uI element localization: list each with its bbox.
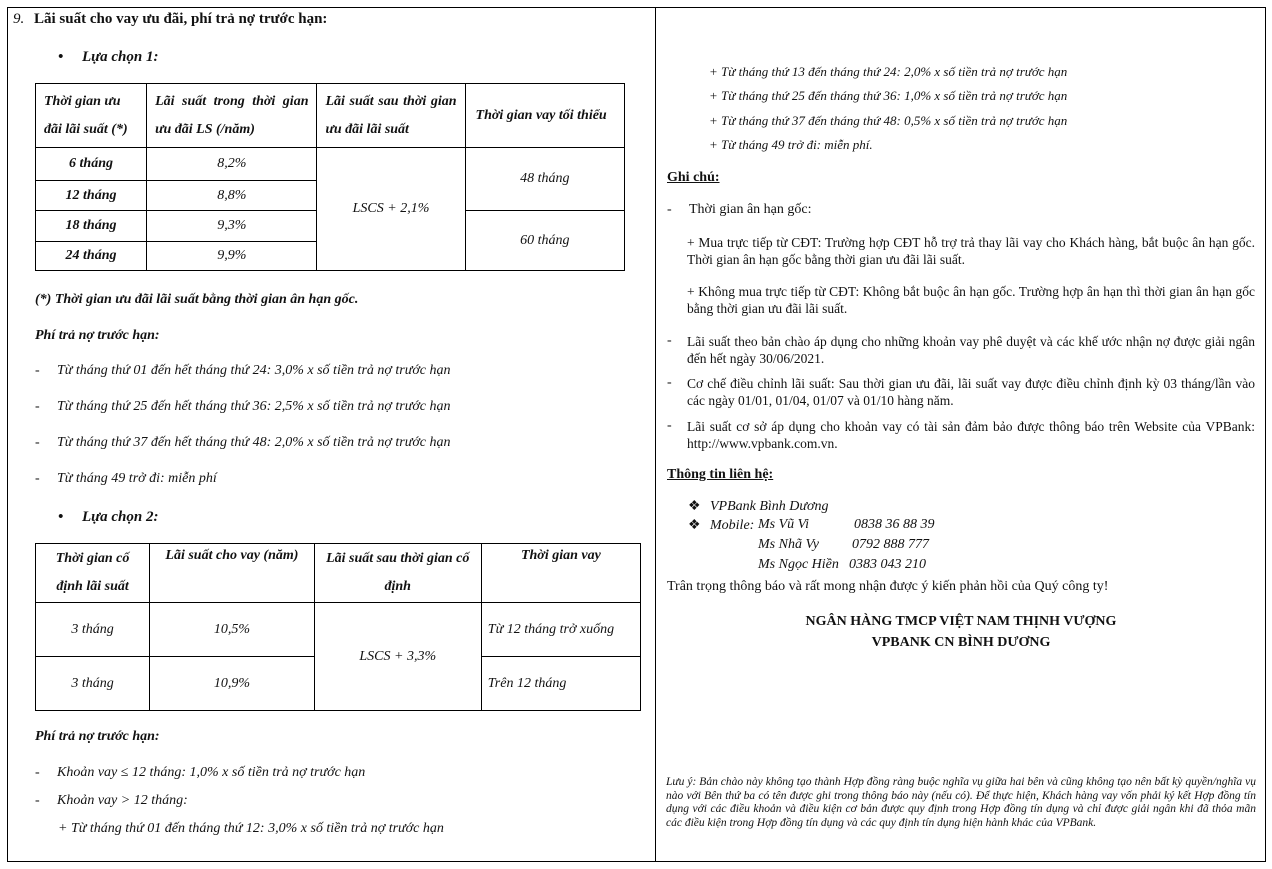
option1-fee-2: Từ tháng thứ 37 đến hết tháng thứ 48: 2,0% x số tiền trả nợ trước hạn <box>57 435 451 450</box>
bullet-icon: • <box>58 49 64 65</box>
disclaimer: Lưu ý: Bản chào này không tạo thành Hợp đồng ràng buộc nghĩa vụ giữa hai bên và cũng không tạo nên bất kỳ quyền/nghĩa vụ nào với Bên thứ ba có tên được ghi trong thông báo này (nếu có). Để thực hiện, Khách hàng vay vốn phải ký kết Hợp đồng tín dụng với các điều khoản và điều kiện cơ bản được quy định trong Hợp đồng tín dụng và chỉ được giải ngân khi đã thỏa mãn các điều kiện trong Hợp đồng tín dụng và các quy định tín dụng hiện hành khác của VPBank. <box>666 776 1256 829</box>
dash-marker: - <box>667 333 672 348</box>
option1-period-0: 6 tháng <box>36 148 147 181</box>
notes-item-0: Lãi suất theo bản chào áp dụng cho những khoản vay phê duyệt và các khế ước nhận nợ được giải ngân đến hết ngày 30/06/2021. <box>687 334 1255 366</box>
option1-rate-3: 9,9% <box>147 242 317 271</box>
contact-title: Thông tin liên hệ: <box>667 467 774 482</box>
dash-marker: - <box>667 202 672 217</box>
dash-marker: - <box>35 793 40 808</box>
option1-label-text: Lựa chọn 1: <box>82 49 159 65</box>
dash-marker: - <box>35 399 40 414</box>
option1-footnote: (*) Thời gian ưu đãi lãi suất bằng thời gian ân hạn gốc. <box>35 292 359 307</box>
contact-phone-0: 0838 36 88 39 <box>854 517 935 532</box>
contact-mobile <box>688 517 754 534</box>
option2-sub-fee-3: + Từ tháng thứ 37 đến tháng thứ 48: 0,5% x số tiền trả nợ trước hạn <box>709 113 1068 128</box>
option1-rate-0: 8,2% <box>147 148 317 181</box>
contact-name-0: Ms Vũ Vi <box>758 517 810 532</box>
option2-sub-fee-2: + Từ tháng thứ 25 đến tháng thứ 36: 1,0% x số tiền trả nợ trước hạn <box>709 88 1068 103</box>
option2-fee-0: Khoản vay ≤ 12 tháng: 1,0% x số tiền trả nợ trước hạn <box>57 765 366 780</box>
option1-rate-2: 9,3% <box>147 211 317 242</box>
notes-item-1: Cơ chế điều chỉnh lãi suất: Sau thời gian ưu đãi, lãi suất vay được điều chỉnh định kỳ 03 tháng/lần vào các ngày 01/01, 01/04, 01/07 và 01/10 hàng năm. <box>687 376 1255 408</box>
option1-header-min-term: Thời gian vay tối thiểu <box>465 84 624 148</box>
option1-rate-1: 8,8% <box>147 181 317 211</box>
dash-marker: - <box>35 765 40 780</box>
option2-fee-1: Khoản vay > 12 tháng: <box>57 793 188 808</box>
diamond-bullet-icon: ❖ <box>688 499 701 514</box>
section-title: Lãi suất cho vay ưu đãi, phí trả nợ trước hạn: <box>34 11 328 27</box>
option1-min-term-0: 48 tháng <box>465 148 624 211</box>
option2-rate-1: 10,9% <box>150 657 315 711</box>
option1-fee-item <box>35 363 451 379</box>
dash-marker: - <box>35 435 40 450</box>
option2-header-after: Lãi suất sau thời gian cố định <box>314 544 481 603</box>
section-number: 9. <box>13 11 25 27</box>
notes-grace-item <box>667 202 811 218</box>
option1-header-period: Thời gian ưu đãi lãi suất (*) <box>36 84 147 148</box>
option2-header-period: Thời gian cố định lãi suất <box>36 544 150 603</box>
option2-sub-fee-4: + Từ tháng 49 trở đi: miễn phí. <box>709 137 873 152</box>
contact-phone-2: 0383 043 210 <box>849 557 926 572</box>
contact-phone-1: 0792 888 777 <box>852 537 929 552</box>
notes-item-2: Lãi suất cơ sở áp dụng cho khoản vay có tài sản đảm bảo được thông báo trên Website của VPBank: http://www.vpbank.com.vn. <box>687 419 1255 451</box>
option1-after-rate: LSCS + 2,1% <box>317 148 465 271</box>
option1-header-after: Lãi suất sau thời gian ưu đãi lãi suất <box>317 84 465 148</box>
bullet-icon: • <box>58 509 64 525</box>
column-divider <box>655 7 656 862</box>
option2-label-text: Lựa chọn 2: <box>82 509 159 525</box>
option1-fee-3: Từ tháng 49 trở đi: miễn phí <box>57 471 217 486</box>
option1-period-3: 24 tháng <box>36 242 147 271</box>
dash-marker: - <box>667 418 672 433</box>
option2-term-0: Từ 12 tháng trở xuống <box>481 603 640 657</box>
section-heading <box>13 11 327 28</box>
option2-header-term: Thời gian vay <box>481 544 640 603</box>
bank-name: NGÂN HÀNG TMCP VIỆT NAM THỊNH VƯỢNG <box>805 614 1117 629</box>
option2-rate-0: 10,5% <box>150 603 315 657</box>
contact-branch <box>688 498 829 515</box>
closing-text: Trân trọng thông báo và rất mong nhận được ý kiến phản hồi của Quý công ty! <box>667 579 1109 594</box>
option2-fee-title: Phí trả nợ trước hạn: <box>35 729 160 744</box>
option1-label <box>58 49 159 66</box>
option1-fee-title: Phí trả nợ trước hạn: <box>35 328 160 343</box>
notes-grace-indirect: + Không mua trực tiếp từ CĐT: Không bắt buộc ân hạn gốc. Trường hợp ân hạn thì thời gian ân hạn gốc bằng thời gian ưu đãi lãi suất. <box>687 284 1255 316</box>
dash-marker: - <box>667 375 672 390</box>
option1-period-2: 18 tháng <box>36 211 147 242</box>
notes-grace-direct: + Mua trực tiếp từ CĐT: Trường hợp CĐT hỗ trợ trả thay lãi vay cho Khách hàng, bắt buộc ân hạn gốc. Thời gian ân hạn gốc bằng thời gian ưu đãi lãi suất. <box>687 235 1255 267</box>
option2-fee-item <box>35 765 365 781</box>
option2-label <box>58 509 159 526</box>
notes-grace-title: Thời gian ân hạn gốc: <box>689 202 812 217</box>
option1-table <box>35 83 625 271</box>
contact-branch-name: VPBank Bình Dương <box>710 499 829 514</box>
option2-term-1: Trên 12 tháng <box>481 657 640 711</box>
option1-fee-item <box>35 435 451 451</box>
option2-period-1: 3 tháng <box>36 657 150 711</box>
option1-fee-0: Từ tháng thứ 01 đến hết tháng thứ 24: 3,0% x số tiền trả nợ trước hạn <box>57 363 451 378</box>
contact-name-2: Ms Ngọc Hiền <box>758 557 839 572</box>
option1-period-1: 12 tháng <box>36 181 147 211</box>
option1-fee-item <box>35 399 451 415</box>
dash-marker: - <box>35 471 40 486</box>
dash-marker: - <box>35 363 40 378</box>
option2-header-rate: Lãi suất cho vay (năm) <box>150 544 315 603</box>
option1-min-term-1: 60 tháng <box>465 211 624 271</box>
option2-after-rate: LSCS + 3,3% <box>314 603 481 711</box>
option1-header-rate: Lãi suất trong thời gian ưu đãi LS (/năm) <box>147 84 317 148</box>
option1-fee-1: Từ tháng thứ 25 đến hết tháng thứ 36: 2,5% x số tiền trả nợ trước hạn <box>57 399 451 414</box>
option2-sub-fee-1: + Từ tháng thứ 13 đến tháng thứ 24: 2,0% x số tiền trả nợ trước hạn <box>709 64 1068 79</box>
option2-fee-item <box>35 793 188 809</box>
contact-mobile-label: Mobile: <box>710 518 755 533</box>
contact-name-1: Ms Nhã Vy <box>758 537 819 552</box>
branch-name: VPBANK CN BÌNH DƯƠNG <box>871 635 1051 650</box>
option2-table <box>35 543 641 711</box>
diamond-bullet-icon: ❖ <box>688 518 701 533</box>
option2-period-0: 3 tháng <box>36 603 150 657</box>
notes-title: Ghi chú: <box>667 170 720 185</box>
option1-fee-item <box>35 471 217 487</box>
option2-sub-fee-0: + Từ tháng thứ 01 đến tháng thứ 12: 3,0% x số tiền trả nợ trước hạn <box>58 821 444 836</box>
